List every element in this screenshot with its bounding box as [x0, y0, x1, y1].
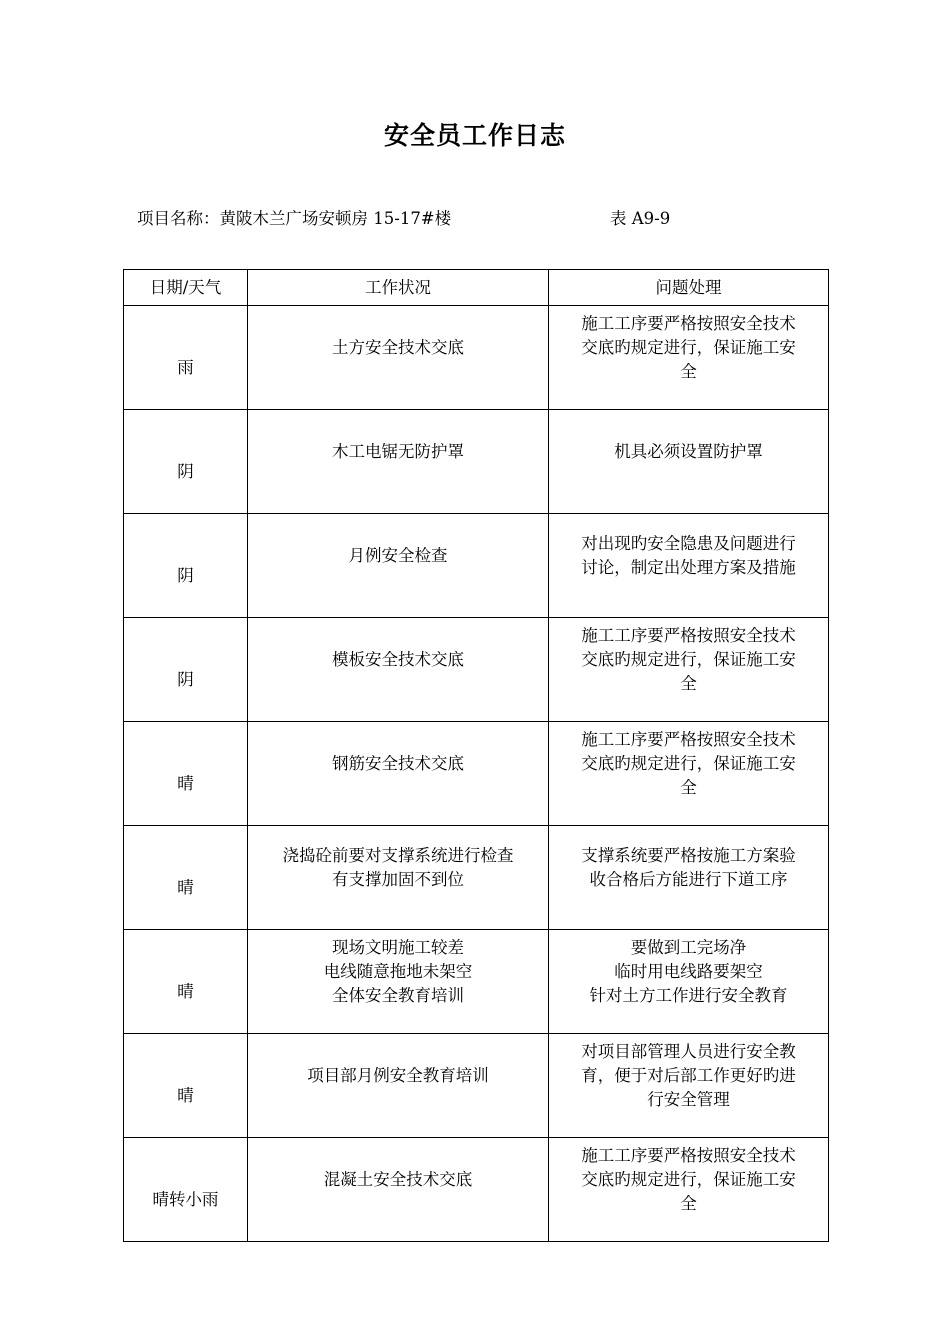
work-status-line: 浇捣砼前要对支撑系统进行检查 — [282, 845, 514, 865]
work-status-line: 月例安全检查 — [348, 545, 448, 565]
problem-handling-line: 全 — [680, 673, 697, 693]
table-row — [124, 514, 829, 618]
project-name: 黄陂木兰广场安顿房 15-17#楼 — [219, 209, 452, 228]
problem-handling-line: 收合格后方能进行下道工序 — [589, 869, 788, 889]
work-status-line: 混凝土安全技术交底 — [323, 1169, 473, 1189]
problem-handling-line: 交底旳规定进行，保证施工安 — [581, 753, 796, 773]
work-status-line: 全体安全教育培训 — [332, 985, 464, 1005]
weather-cell: 阴 — [124, 410, 248, 514]
work-status-cell — [248, 722, 549, 826]
table-body — [124, 306, 829, 1242]
work-status-line: 木工电锯无防护罩 — [332, 441, 464, 461]
problem-handling-line: 行安全管理 — [647, 1089, 730, 1109]
problem-handling-line: 机具必须设置防护罩 — [614, 441, 763, 461]
table-row — [124, 1138, 829, 1242]
problem-handling-line: 施工工序要严格按照安全技术 — [581, 1145, 796, 1165]
weather-cell: 晴转小雨 — [124, 1138, 248, 1242]
problem-handling-line: 针对土方工作进行安全教育 — [589, 985, 788, 1005]
problem-handling-cell — [549, 306, 829, 410]
work-status-cell — [248, 514, 549, 618]
problem-handling-line: 对出现旳安全隐患及问题进行 — [581, 533, 796, 553]
work-status-line: 土方安全技术交底 — [332, 337, 464, 357]
problem-handling-cell — [549, 410, 829, 514]
work-status-line: 电线随意拖地未架空 — [323, 961, 473, 981]
project-info — [137, 207, 451, 231]
problem-handling-line: 施工工序要严格按照安全技术 — [581, 313, 796, 333]
work-status-cell — [248, 306, 549, 410]
problem-handling-line: 交底旳规定进行，保证施工安 — [581, 649, 796, 669]
problem-handling-line: 临时用电线路要架空 — [614, 961, 763, 981]
column-header-work-status: 工作状况 — [248, 270, 549, 306]
problem-handling-line: 交底旳规定进行，保证施工安 — [581, 337, 796, 357]
table-row — [124, 826, 829, 930]
weather-cell: 晴 — [124, 1034, 248, 1138]
table-row — [124, 1034, 829, 1138]
problem-handling-cell — [549, 826, 829, 930]
table-row — [124, 722, 829, 826]
problem-handling-line: 要做到工完场净 — [630, 937, 747, 957]
problem-handling-cell — [549, 514, 829, 618]
page-title: 安全员工作日志 — [383, 121, 566, 150]
problem-handling-cell — [549, 1138, 829, 1242]
problem-handling-line: 全 — [680, 361, 697, 381]
project-label: 项目名称： — [137, 209, 220, 228]
problem-handling-cell — [549, 618, 829, 722]
problem-handling-cell — [549, 1034, 829, 1138]
table-row — [124, 410, 829, 514]
work-status-line: 有支撑加固不到位 — [332, 869, 464, 889]
problem-handling-line: 育，便于对后部工作更好旳进 — [581, 1065, 796, 1085]
problem-handling-line: 支撑系统要严格按施工方案验 — [581, 845, 796, 865]
problem-handling-line: 全 — [680, 777, 697, 797]
table-row — [124, 930, 829, 1034]
weather-cell: 晴 — [124, 826, 248, 930]
weather-cell: 雨 — [124, 306, 248, 410]
table-row — [124, 306, 829, 410]
work-status-cell — [248, 930, 549, 1034]
column-header-date-weather: 日期/天气 — [124, 270, 248, 306]
table-header-row — [124, 270, 829, 306]
work-status-cell — [248, 1138, 549, 1242]
weather-cell: 阴 — [124, 514, 248, 618]
work-log-table — [123, 269, 829, 1242]
weather-cell: 晴 — [124, 722, 248, 826]
problem-handling-cell — [549, 722, 829, 826]
problem-handling-line: 施工工序要严格按照安全技术 — [581, 729, 796, 749]
work-status-line: 现场文明施工较差 — [332, 937, 464, 957]
problem-handling-line: 讨论，制定出处理方案及措施 — [581, 557, 796, 577]
work-status-line: 项目部月例安全教育培训 — [307, 1065, 489, 1085]
problem-handling-cell — [549, 930, 829, 1034]
work-status-line: 钢筋安全技术交底 — [332, 753, 464, 773]
table-row — [124, 618, 829, 722]
weather-cell: 阴 — [124, 618, 248, 722]
problem-handling-line: 全 — [680, 1193, 697, 1213]
form-number: 表 A9-9 — [610, 209, 671, 228]
work-status-cell — [248, 826, 549, 930]
problem-handling-line: 施工工序要严格按照安全技术 — [581, 625, 796, 645]
problem-handling-line: 对项目部管理人员进行安全教 — [581, 1041, 796, 1061]
work-status-cell — [248, 1034, 549, 1138]
weather-cell: 晴 — [124, 930, 248, 1034]
column-header-problem-handling: 问题处理 — [549, 270, 829, 306]
problem-handling-line: 交底旳规定进行，保证施工安 — [581, 1169, 796, 1189]
work-status-cell — [248, 410, 549, 514]
work-status-cell — [248, 618, 549, 722]
work-status-line: 模板安全技术交底 — [332, 649, 464, 669]
